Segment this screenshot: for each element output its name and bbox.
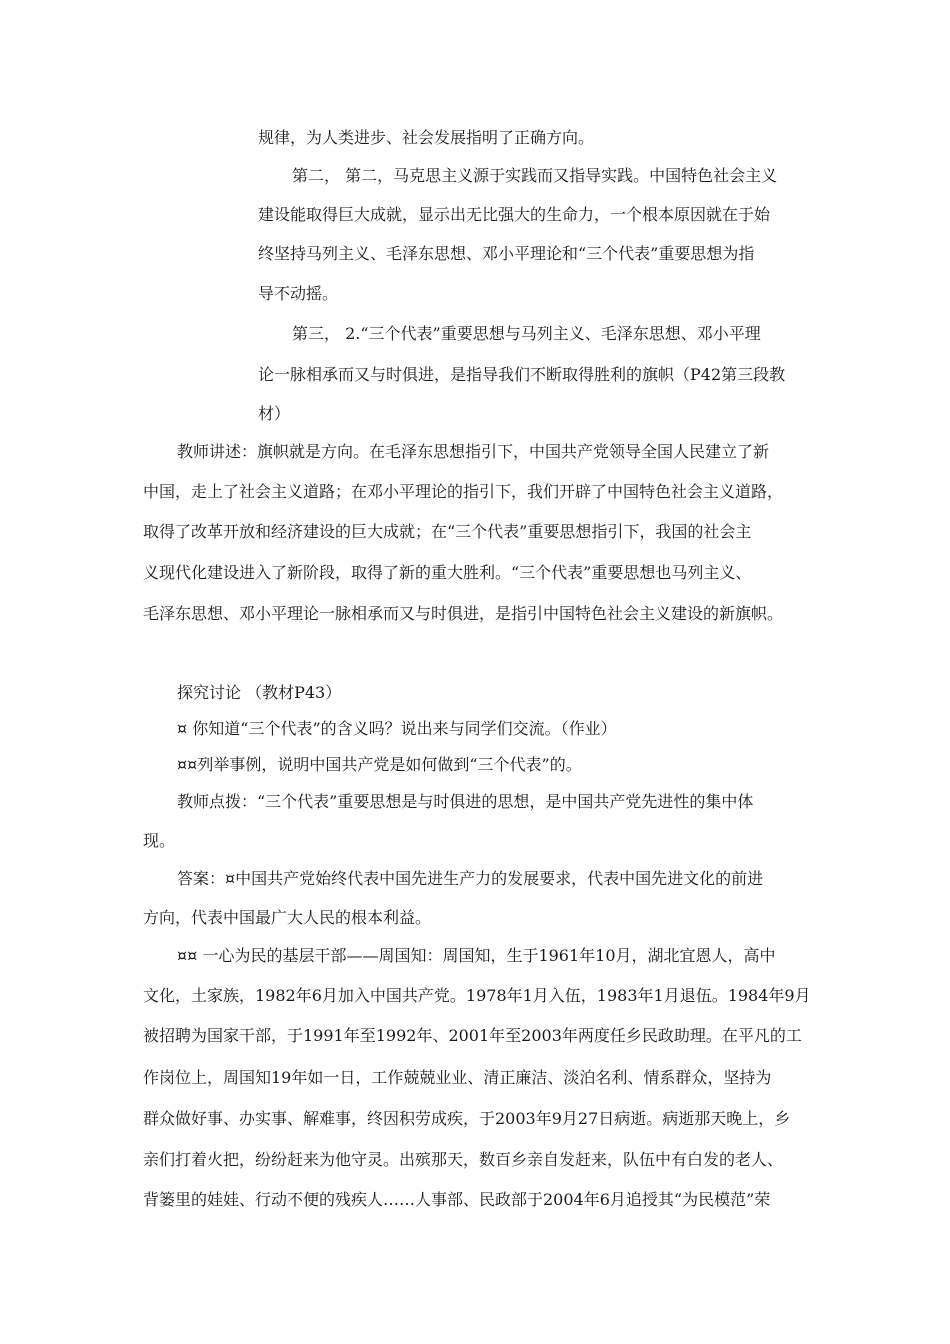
- text-line: 论一脉相承而又与时俱进，是指导我们不断取得胜利的旗帜（P42第三段教: [258, 365, 786, 384]
- text-line: 教师点拨：“三个代表”重要思想是与时俱进的思想，是中国共产党先进性的集中体: [177, 792, 754, 811]
- text-line: 第三， 2.“三个代表”重要思想与马列主义、毛泽东思想、邓小平理: [292, 324, 761, 343]
- section-title: 探究讨论 （教材P43）: [177, 683, 342, 702]
- text-line: 中国，走上了社会主义道路；在邓小平理论的指引下，我们开辟了中国特色社会主义道路，: [143, 482, 784, 501]
- question-item: ¤ 你知道“三个代表”的含义吗？说出来与同学们交流。（作业）: [177, 719, 617, 738]
- text-line: 作岗位上，周国知19年如一日，工作兢兢业业、清正廉洁、淡泊名利、情系群众，坚持为: [143, 1068, 772, 1087]
- text-line: 义现代化建设进入了新阶段，取得了新的重大胜利。“三个代表”重要思想也马列主义、: [143, 563, 752, 582]
- text-line: 亲们打着火把，纷纷赶来为他守灵。出殡那天，数百乡亲自发赶来，队伍中有白发的老人、: [143, 1150, 784, 1169]
- text-line: 第二， 第二，马克思主义源于实践而又指导实践。中国特色社会主义: [292, 166, 778, 185]
- text-line: 取得了改革开放和经济建设的巨大成就；在“三个代表”重要思想指引下，我国的社会主: [143, 522, 752, 541]
- text-line: 群众做好事、办实事、解难事，终因积劳成疾，于2003年9月27日病逝。病逝那天晚上，乡: [143, 1109, 791, 1128]
- text-line: 背篓里的娃娃、行动不便的残疾人……人事部、民政部于2004年6月追授其“为民模范”荣: [143, 1190, 771, 1209]
- text-line: 建设能取得巨大成就，显示出无比强大的生命力，一个根本原因就在于始: [258, 205, 771, 224]
- text-line: 材）: [258, 404, 291, 423]
- text-line: 现。: [143, 831, 176, 850]
- text-line: 毛泽东思想、邓小平理论一脉相承而又与时俱进，是指引中国特色社会主义建设的新旗帜。: [143, 604, 784, 623]
- text-line: 文化，土家族，1982年6月加入中国共产党。1978年1月入伍，1983年1月退伍。1984年9月: [143, 986, 811, 1005]
- question-item: ¤¤列举事例，说明中国共产党是如何做到“三个代表”的。: [177, 755, 582, 774]
- text-line: 终坚持马列主义、毛泽东思想、邓小平理论和“三个代表”重要思想为指: [258, 244, 755, 263]
- text-line: 导不动摇。: [258, 284, 339, 303]
- text-line: ¤¤ 一心为民的基层干部——周国知：周国知，生于1961年10月，湖北宜恩人，高中: [177, 946, 776, 965]
- text-line: 被招聘为国家干部，于1991年至1992年、2001年至2003年两度任乡民政助理。在平凡的工: [143, 1026, 802, 1045]
- text-line: 规律，为人类进步、社会发展指明了正确方向。: [258, 128, 595, 147]
- text-line: 方向，代表中国最广大人民的根本利益。: [143, 908, 432, 927]
- text-line: 教师讲述：旗帜就是方向。在毛泽东思想指引下，中国共产党领导全国人民建立了新: [177, 442, 770, 461]
- text-line: 答案：¤中国共产党始终代表中国先进生产力的发展要求，代表中国先进文化的前进: [177, 869, 764, 888]
